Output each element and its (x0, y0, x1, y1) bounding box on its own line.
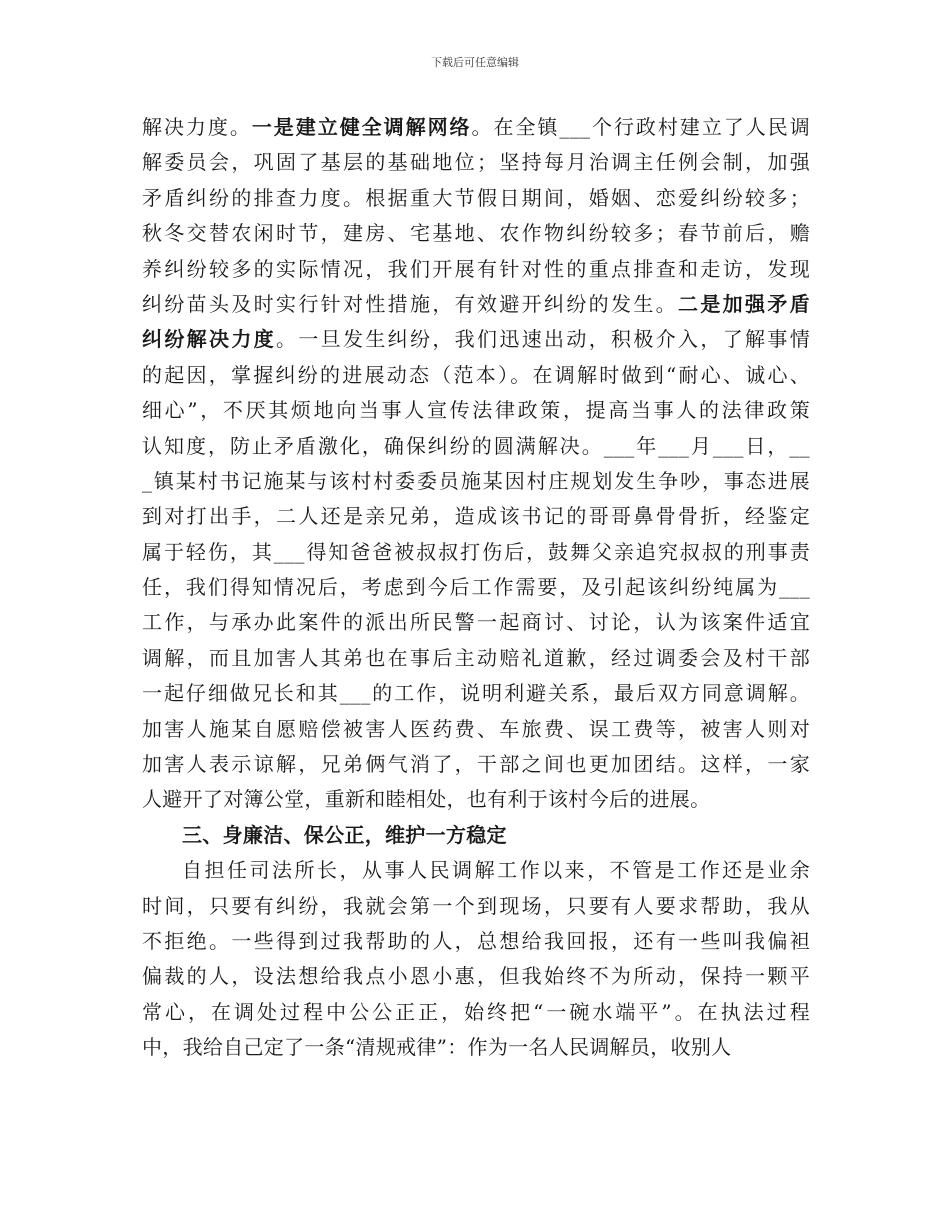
text-line (142, 181, 810, 216)
document-body (142, 110, 810, 1066)
text-run: 纠纷苗头及时实行针对性措施，有效避开纠纷的发生。 (142, 291, 679, 316)
text-line (142, 959, 810, 994)
text-line (142, 322, 810, 357)
text-line (142, 358, 810, 393)
paragraph-mediation (142, 110, 810, 818)
text-run: 中，我给自己定了一条“清规戒律”：作为一名人民调解员，收别人 (142, 1035, 732, 1060)
text-run: 秋冬交替农闲时节，建房、宅基地、农作物纠纷较多；春节前后，赡 (142, 221, 810, 246)
text-line (142, 995, 810, 1030)
text-run: 人避开了对簿公堂，重新和睦相处，也有利于该村今后的进展。 (142, 787, 711, 812)
text-run: 加害人施某自愿赔偿被害人医药费、车旅费、误工费等，被害人则对 (142, 716, 810, 741)
text-run: 调解，而且加害人其弟也在事后主动赔礼道歉，经过调委会及村干部 (142, 645, 810, 670)
text-line (142, 429, 810, 464)
text-line (142, 605, 810, 640)
text-line (142, 924, 810, 959)
bold-phrase: 二是加强矛盾 (678, 291, 810, 316)
text-line (142, 216, 810, 251)
text-line (142, 853, 810, 888)
text-run: 细心”，不厌其烦地向当事人宣传法律政策，提高当事人的法律政策 (142, 398, 810, 423)
text-run: 工作，与承办此案件的派出所民警一起商讨、讨论，认为该案件适宜 (142, 610, 810, 635)
text-run: 加害人表示谅解，兄弟俩气消了，干部之间也更加团结。这样，一家 (142, 752, 810, 777)
text-line (142, 782, 810, 817)
text-line (142, 535, 810, 570)
text-run: 。在全镇___个行政村建立了人民调 (471, 115, 810, 139)
text-line (142, 464, 810, 499)
text-run: 到对打出手，二人还是亲兄弟，造成该书记的哥哥鼻骨骨折，经鉴定 (142, 504, 810, 529)
text-line (142, 641, 810, 676)
text-run: 的起因，掌握纠纷的进展动态（范本）。在调解时做到“耐心、诚心、 (142, 362, 810, 387)
text-line (142, 110, 810, 145)
text-run: 认知度，防止矛盾激化，确保纠纷的圆满解决。___年___月___日，__ (142, 433, 810, 458)
text-run: 不拒绝。一些得到过我帮助的人，总想给我回报，还有一些叫我偏袒 (142, 928, 810, 953)
text-run: 属于轻伤，其___得知爸爸被叔叔打伤后，鼓舞父亲追究叔叔的刑事责 (142, 539, 810, 564)
text-run: 矛盾纠纷的排查力度。根据重大节假日期间，婚姻、恋爱纠纷较多； (142, 185, 810, 210)
text-line (142, 499, 810, 534)
text-line (142, 393, 810, 428)
text-line (142, 712, 810, 747)
text-run: 。一旦发生纠纷，我们迅速出动，积极介入，了解事情 (276, 327, 810, 352)
text-line (142, 145, 810, 180)
text-line (142, 889, 810, 924)
paragraph-integrity (142, 853, 810, 1065)
text-run: 养纠纷较多的实际情况，我们开展有针对性的重点排查和走访，发现 (142, 256, 810, 281)
text-line (142, 747, 810, 782)
text-line (142, 676, 810, 711)
text-line (142, 287, 810, 322)
text-run: 解决力度。 (142, 115, 252, 139)
text-run: _镇某村书记施某与该村村委委员施某因村庄规划发生争吵，事态进展 (142, 468, 810, 493)
bold-phrase: 一是建立健全调解网络 (251, 115, 472, 139)
text-line (142, 570, 810, 605)
text-run: 时间，只要有纠纷，我就会第一个到现场，只要有人要求帮助，我从 (142, 893, 810, 918)
text-run: 任，我们得知情况后，考虑到今后工作需要，及引起该纠纷纯属为___ (142, 575, 810, 600)
bold-phrase: 纠纷解决力度 (142, 327, 277, 352)
text-line (142, 252, 810, 287)
page-header: 下载后可任意编辑 (431, 56, 519, 69)
text-line (142, 1030, 810, 1065)
section-heading: 三、身廉洁、保公正，维护一方稳定 (182, 822, 507, 847)
text-run: 常心，在调处过程中公公正正，始终把“一碗水端平”。在执法过程 (142, 999, 810, 1024)
text-run: 偏裁的人，设法想给我点小恩小惠，但我始终不为所动，保持一颗平 (142, 964, 810, 989)
text-run: 解委员会，巩固了基层的基础地位；坚持每月治调主任例会制，加强 (142, 150, 810, 175)
text-run: 自担任司法所长，从事人民调解工作以来，不管是工作还是业余 (182, 858, 810, 883)
text-run: 一起仔细做兄长和其___的工作，说明利避关系，最后双方同意调解。 (142, 681, 810, 706)
